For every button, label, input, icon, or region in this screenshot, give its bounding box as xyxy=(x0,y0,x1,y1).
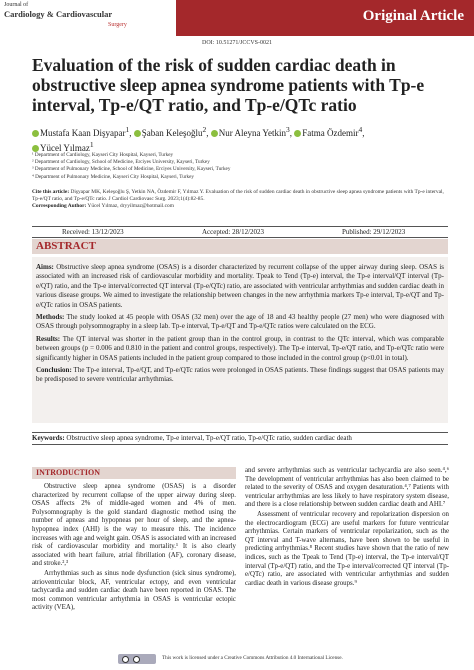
results-text: The QT interval was shorter in the patient group than in the control group, in contrast to the QTc interval, which was comparable between groups (p = 0.006 and 0.810 in the patient and control groups, respectively). The Tp-e interval, Tp-e/QT ratio, and Tp-e/QTc ratio were significantly higher in OSAS patients included in the patient group compared to those included in the control group (p<0.01 in total). xyxy=(36,334,445,362)
orcid-icon[interactable] xyxy=(211,130,218,137)
orcid-icon[interactable] xyxy=(134,130,141,137)
intro-right-column xyxy=(245,467,449,589)
author-sup: 2 xyxy=(202,125,207,134)
conclusion-label: Conclusion: xyxy=(36,366,72,375)
author-name: Fatma Özdemir xyxy=(302,128,359,138)
abstract-methods xyxy=(36,313,444,332)
methods-text: The study looked at 45 people with OSAS (32 men) over the age of 18 and 43 healthy people (27 men) who were diagnosed with OSAS through polysomnography in a sleep lab. Tp-e interval, Tp-e/QT and Tp-e/QTc ratios were calculated on the ECG. xyxy=(36,313,444,331)
date-published: Published: 29/12/2023 xyxy=(342,228,406,236)
intro-paragraph: and severe arrhythmias such as ventricular tachycardia are also seen.⁴,⁶ The development of ventricular arrhythmias has also been claimed to be related to the severity of OSAS and oxygen desaturation.⁴,⁷ Patients with ventricular arrhythmias are less likely to have respiratory system disease, and there is a close relationship between sudden cardiac death and AHI.⁷ xyxy=(245,467,449,509)
intro-left-column xyxy=(32,483,236,614)
license-text: This work is licensed under a Creative Commons Attribution 4.0 International License. xyxy=(162,655,343,661)
citation-block xyxy=(32,189,452,211)
date-received: Received: 13/12/2023 xyxy=(62,228,124,236)
aims-label: Aims: xyxy=(36,263,54,271)
author-name: Yücel Yılmaz xyxy=(40,143,90,153)
intro-heading: INTRODUCTION xyxy=(32,467,236,479)
author-item[interactable]: Mustafa Kaan Dişyapar$^1$, xyxy=(32,128,134,138)
header-bar xyxy=(0,0,474,36)
author-item[interactable]: Şaban Keleşoğlu$^2$, xyxy=(134,128,211,138)
affiliation-item: ¹ Department of Cardiology, Kayseri City Hospital, Kayseri, Turkey xyxy=(32,152,174,158)
doi-link[interactable]: DOI: 10.51271/JCCVS-0021 xyxy=(201,40,272,46)
dates-bar xyxy=(32,226,448,238)
author-sup: 4 xyxy=(358,125,363,134)
results-label: Results: xyxy=(36,334,61,343)
abstract-heading: ABSTRACT xyxy=(32,239,448,254)
affiliations xyxy=(32,152,452,181)
keywords-label: Keywords: xyxy=(32,434,65,442)
author-sup: 1 xyxy=(125,125,130,134)
orcid-icon[interactable] xyxy=(32,130,39,137)
orcid-icon[interactable] xyxy=(294,130,301,137)
journal-line3: Surgery xyxy=(108,22,127,28)
author-name: Nur Aleyna Yetkin xyxy=(218,128,286,138)
journal-line2: Cardiology & Cardiovascular xyxy=(4,9,113,19)
article-title: Evaluation of the risk of sudden cardiac death in obstructive sleep apnea syndrome patients with Tp-e interval, Tp-e/QT ratio, and Tp-e/QTc ratio xyxy=(32,55,425,115)
author-item[interactable]: Fatma Özdemir$^4$, xyxy=(294,128,364,138)
intro-paragraph: Assessment of ventricular recovery and repolarization dispersion on the electrocardiogram (ECG) are useful markers for future ventricular arrhythmias. Certain markers of ventricular repolarization, such as the QT interval and T-wave alternans, have been shown to be useful in predicting arrhythmias.⁸ Recent studies have shown that the ratio of new indices, such as the Tpeak to Tend (Tp-e) interval, the Tp-e interval/QT interval (Tp-e/QT) ratio, and the Tp-e interval/corrected QT interval (Tp-e/QTc) ratio, are associated with ventricular arrhythmias and sudden cardiac death in various disease groups.⁹ xyxy=(245,510,449,587)
journal-line1: Journal of xyxy=(4,2,29,8)
abstract-body xyxy=(32,257,448,423)
aims-text: Obstructive sleep apnea syndrome (OSAS) is a disorder characterized by recurrent collapse of the upper airway during sleep. OSAS is associated with an increased risk of cardiovascular morbidity and mortality. Tpeak to Tend (Tp-e) interval, the Tp-e interval/QT interval (Tp-e/QT) ratio, and the Tp-e interval/corrected QT interval (Tp-e/QTc) ratio, are associated with ventricular arrhythmias and sudden cardiac death in various disease groups. We aimed to investigate the relationship between changes in the new arrhythmia markers Tp-e interval, Tp-e/QT and Tp-e/QTc ratios in OSAS patients. xyxy=(36,263,445,309)
cite-label: Cite this article: xyxy=(32,189,70,195)
intro-paragraph: Obstructive sleep apnea syndrome (OSAS) is a disorder characterized by recurrent collapse of the upper airway during sleep. OSAS affects 2% of middle-aged women and 4% of men. Polysomnography is the gold standard diagnostic method using the number of apneas and hypopneas per hour of sleep, and the apnea-hypopnea index (AHI) is the way to measure this. The incidence increases with age and weight gain. OSAS is associated with an increased risk of cardiovascular morbidity and mortality.¹ It is also clearly associated with heart failure, atrial fibrillation (AF), coronary disease, and stroke.²,³ xyxy=(32,483,236,568)
journal-logo xyxy=(0,0,176,36)
keywords xyxy=(32,432,448,445)
article-type: Original Article xyxy=(362,8,464,24)
author-sup: 1 xyxy=(89,140,94,149)
affiliation-item: ² Department of Cardiology, School of Medicine, Erciyes University, Kayseri, Turkey xyxy=(32,159,210,166)
abstract-conclusion xyxy=(36,366,444,385)
intro-paragraph: Arrhythmias such as sinus node dysfunction (sick sinus syndrome), atrioventricular block, AF, ventricular ectopy, and even ventricular tachycardia and sudden cardiac death have been reported in OSAS. The most common ventricular arrhythmia in OSAS is ventricular ectopic activity (VEA), xyxy=(32,569,236,612)
author-sup: 3 xyxy=(285,125,290,134)
cite-text: Dişyapar MK, Keleşoğlu Ş, Yetkin NA, Özdemir F, Yılmaz Y. Evaluation of the risk of sudden cardiac death in obstructive sleep apnea syndrome patients with Tp-e interval, Tp-e/QT ratio, and Tp-e/QTc ratio. J Cardiol Cardiovasc Surg. 2023;1(4):82-85. xyxy=(32,189,444,203)
footer xyxy=(0,650,474,670)
corr-label: Corresponding Author: xyxy=(32,203,87,210)
cc-license-badge[interactable] xyxy=(118,654,156,664)
abstract-results xyxy=(36,335,444,363)
corr-email[interactable]: Yücel Yılmaz, dryyilmaz@hotmail.com xyxy=(87,203,174,210)
conclusion-text: The Tp-e interval, Tp-e/QT, and Tp-e/QTc ratios were prolonged in OSAS patients. These findings suggest that OSAS patients may be predisposed to severe ventricular arrhythmias. xyxy=(36,366,445,384)
methods-label: Methods: xyxy=(36,313,65,322)
author-name: Mustafa Kaan Dişyapar xyxy=(40,128,126,138)
cc-icon xyxy=(122,656,129,663)
author-name: Şaban Keleşoğlu xyxy=(141,128,203,138)
abstract-aims xyxy=(36,263,444,310)
author-list xyxy=(32,124,452,154)
date-accepted: Accepted: 28/12/2023 xyxy=(202,228,265,236)
keywords-text: Obstructive sleep apnea syndrome, Tp-e interval, Tp-e/QT ratio, Tp-e/QTc ratio, sudden cardiac death xyxy=(66,434,352,442)
affiliation-item: ⁴ Department of Pulmonary Medicine, Kayseri City Hospital, Kayseri, Turkey xyxy=(32,173,195,180)
by-icon xyxy=(133,656,140,663)
author-item[interactable]: Nur Aleyna Yetkin$^3$, xyxy=(211,128,295,138)
affiliation-item: ³ Department of Pulmonary Medicine, School of Medicine, Erciyes University, Kayseri, Turkey xyxy=(32,166,231,173)
